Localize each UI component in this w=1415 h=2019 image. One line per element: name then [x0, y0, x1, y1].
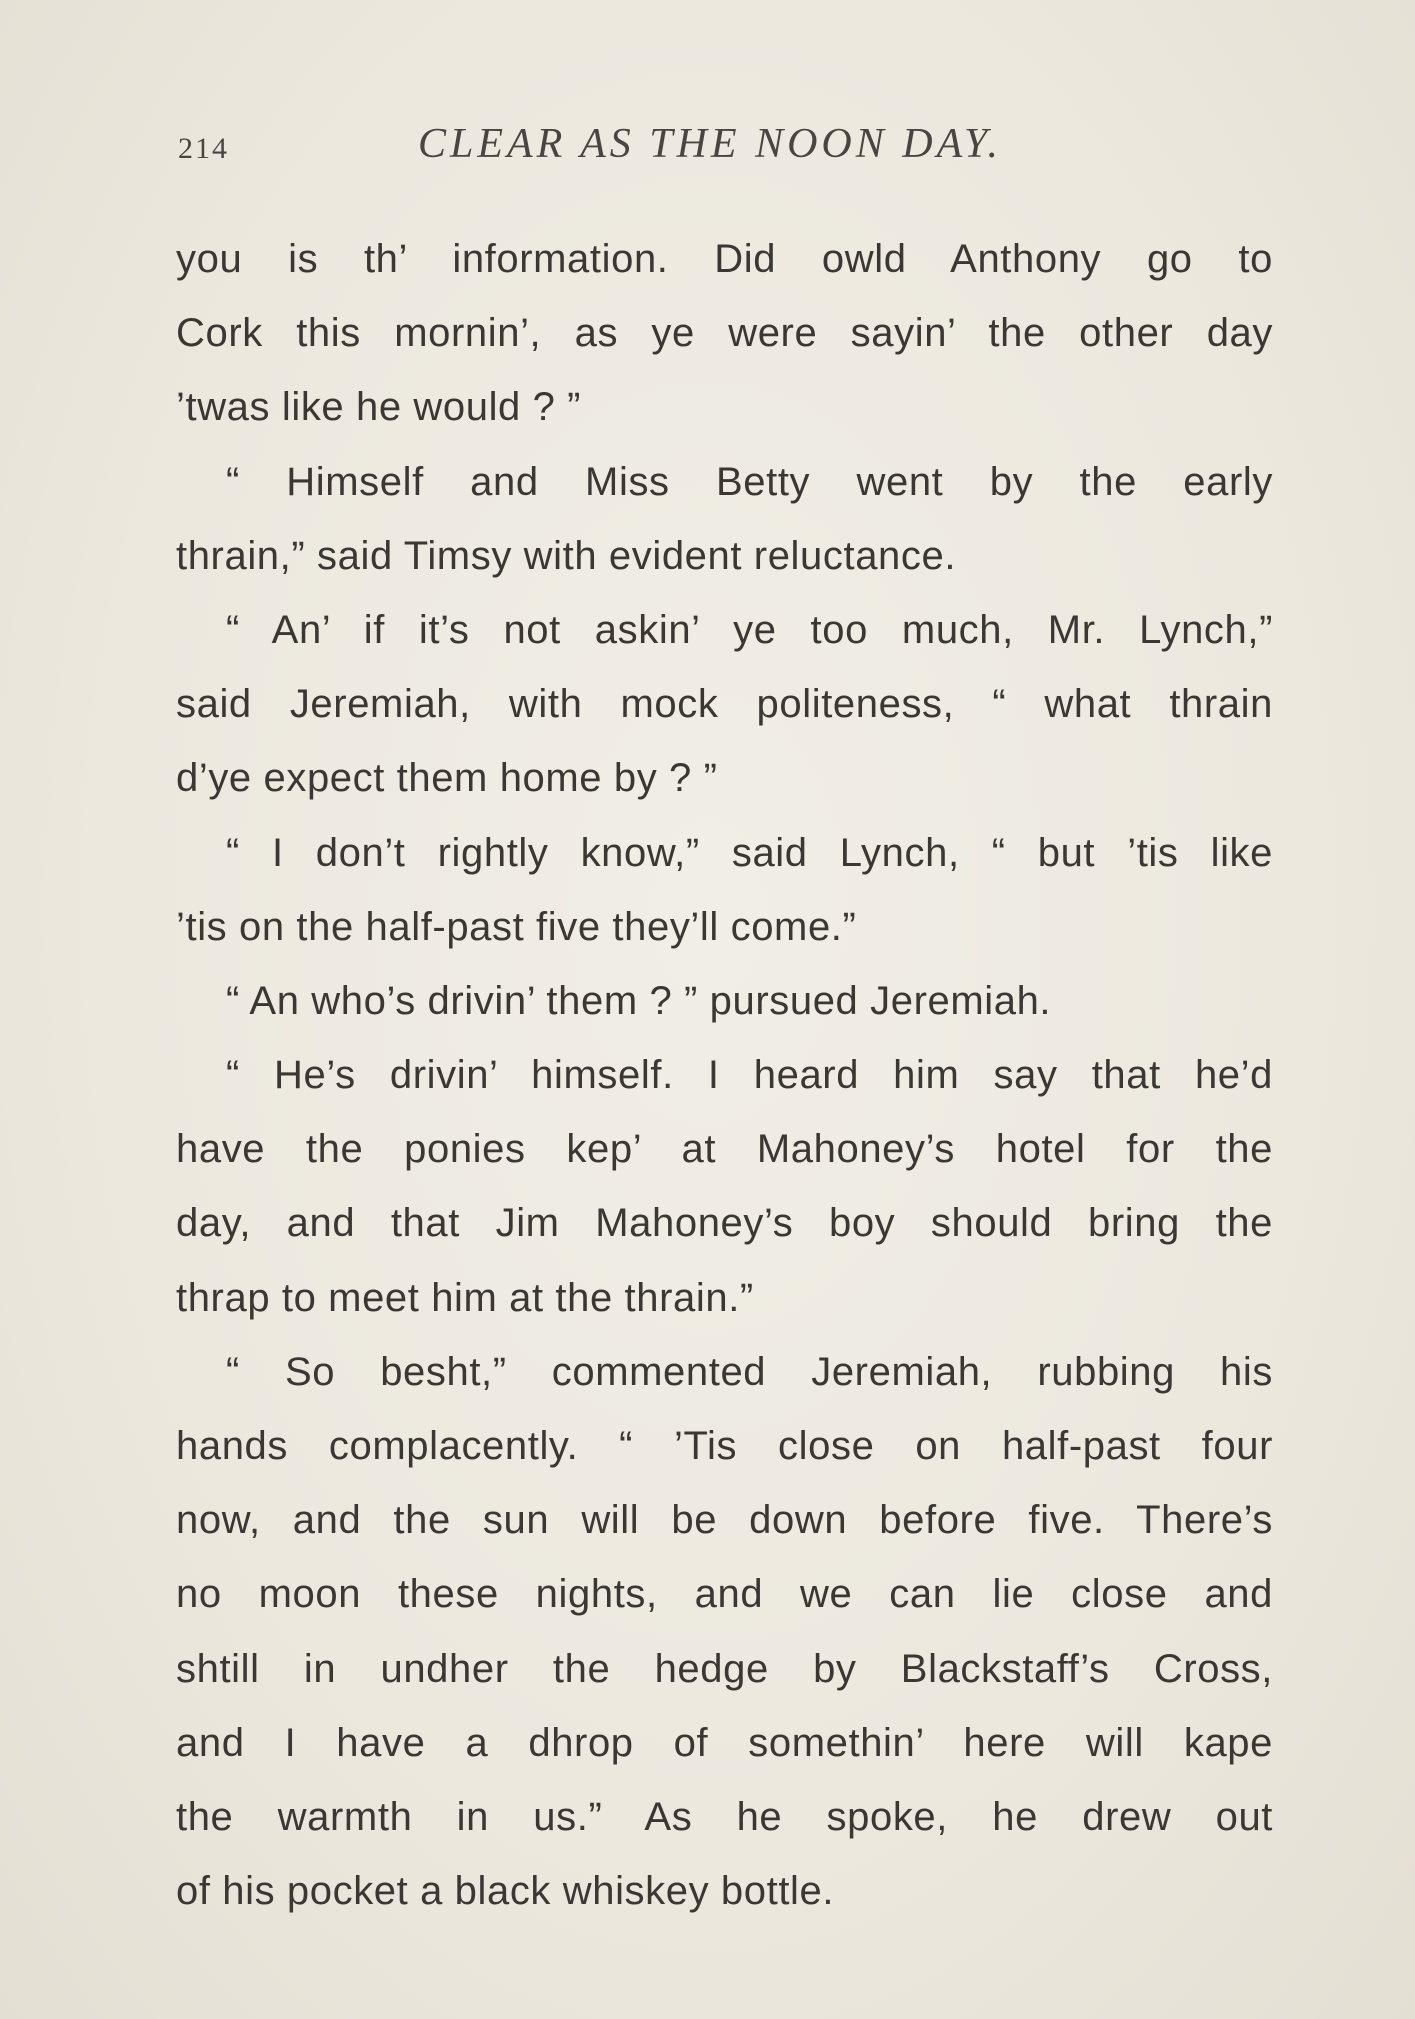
text-line: of his pocket a black whiskey bottle. [176, 1869, 835, 1914]
body-text [176, 222, 1273, 1928]
text-line: “ An who’s drivin’ them ? ” pursued Jeremiah. [226, 978, 1052, 1023]
text-line: thrain,” said Timsy with evident reluctance. [176, 533, 957, 578]
text-line: ’tis on the half-past five they’ll come.” [176, 904, 857, 949]
text-line: have the ponies kep’ at Mahoney’s hotel for the [176, 1127, 1273, 1172]
text-line: thrap to meet him at the thrain.” [176, 1275, 754, 1320]
text-line: “ I don’t rightly know,” said Lynch, “ but ’tis like [226, 830, 1273, 875]
text-line: the warmth in us.” As he spoke, he drew out [176, 1794, 1273, 1839]
text-line: “ So besht,” commented Jeremiah, rubbing his [226, 1349, 1273, 1394]
text-line: “ An’ if it’s not askin’ ye too much, Mr. Lynch,” [226, 607, 1273, 652]
chapter-title: CLEAR AS THE NOON DAY. [418, 121, 1002, 167]
text-line: shtill in undher the hedge by Blackstaff’s Cross, [176, 1646, 1273, 1691]
text-line: ’twas like he would ? ” [176, 385, 582, 430]
text-line: no moon these nights, and we can lie close and [176, 1572, 1273, 1617]
text-line: Cork this mornin’, as ye were sayin’ the other day [176, 311, 1273, 356]
page-number: 214 [178, 132, 229, 165]
text-line: d’ye expect them home by ? ” [176, 756, 718, 801]
text-line: day, and that Jim Mahoney’s boy should bring the [176, 1201, 1273, 1246]
text-line: you is th’ information. Did owld Anthony go to [176, 237, 1273, 281]
text-line: “ Himself and Miss Betty went by the early [226, 459, 1273, 504]
text-line: “ He’s drivin’ himself. I heard him say that he’d [226, 1053, 1273, 1098]
text-line: hands complacently. “ ’Tis close on half-past four [176, 1424, 1273, 1468]
running-head [178, 120, 1273, 180]
text-line: said Jeremiah, with mock politeness, “ what thrain [176, 682, 1273, 727]
text-line: now, and the sun will be down before five. There’s [176, 1498, 1273, 1543]
text-line: and I have a dhrop of somethin’ here will kape [176, 1720, 1273, 1765]
